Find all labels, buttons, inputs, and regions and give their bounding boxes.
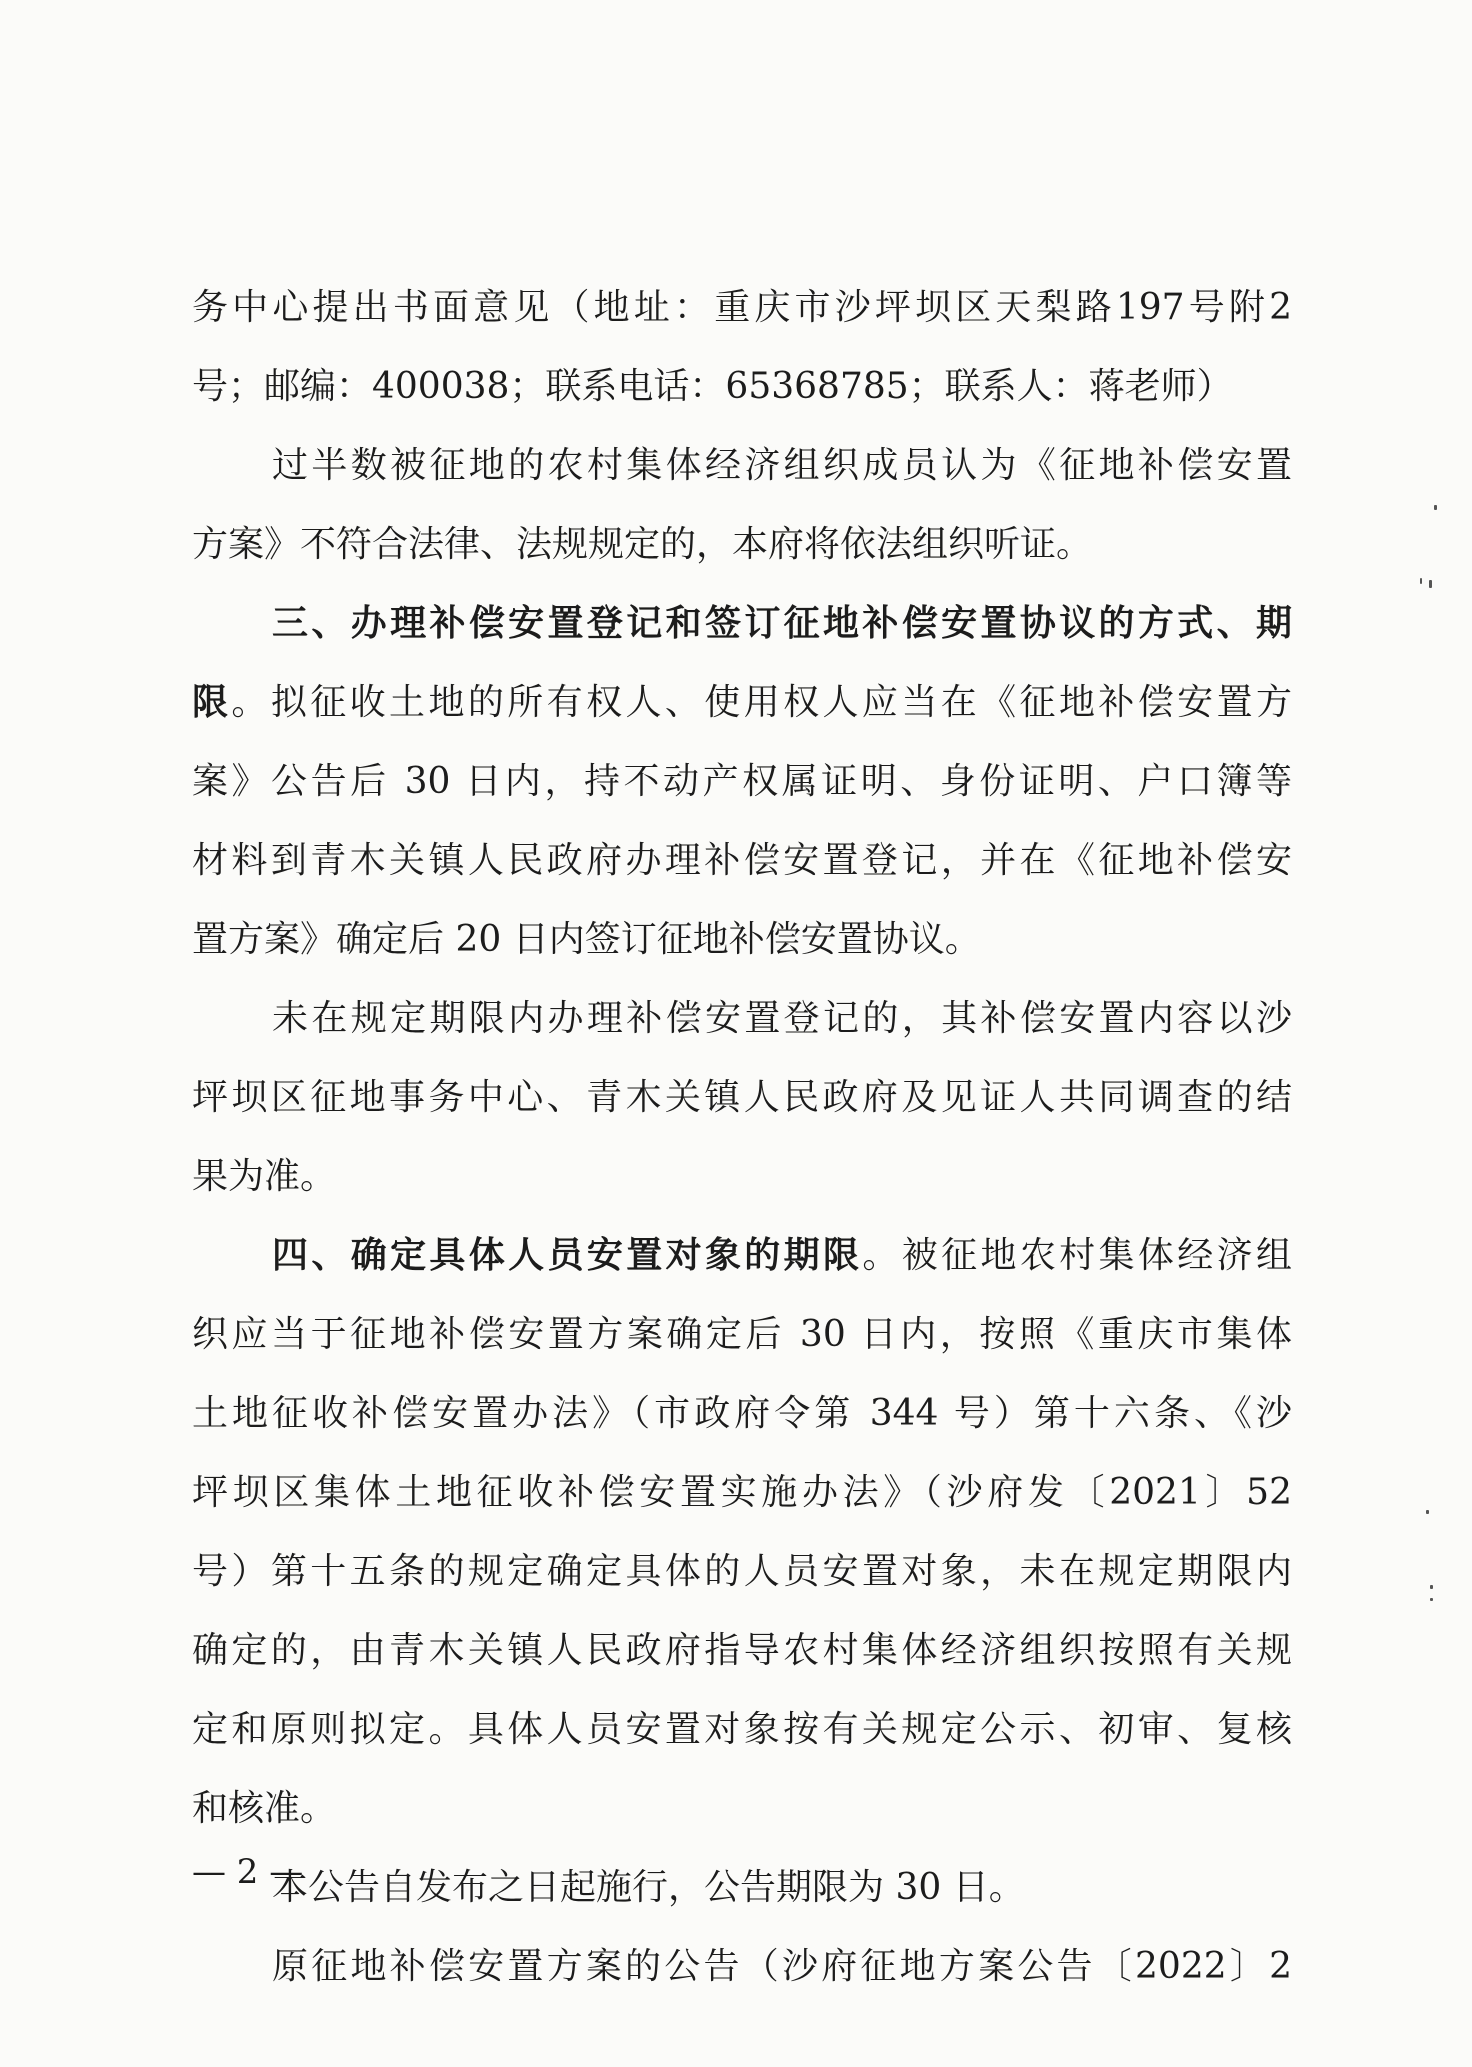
paragraph (192, 979, 1292, 1216)
text-line (192, 1453, 1292, 1532)
text-line (192, 821, 1292, 900)
text-line (192, 1769, 1292, 1848)
scan-mark (1430, 1598, 1433, 1601)
text-line (192, 1690, 1292, 1769)
body-text: 置方案》确定后 20 日内签订征地补偿安置协议。 (192, 919, 981, 960)
document-body (192, 268, 1292, 2006)
text-line (192, 1374, 1292, 1453)
text-line (192, 1058, 1292, 1137)
body-text: 坪坝区集体土地征收补偿安置实施办法》（沙府发〔2021〕52 (192, 1472, 1292, 1513)
text-line (192, 505, 1292, 584)
body-text: 和核准。 (192, 1788, 337, 1829)
text-line (192, 1927, 1292, 2006)
paragraph (192, 1927, 1292, 2006)
text-line (192, 1295, 1292, 1374)
paragraph (192, 1216, 1292, 1848)
section-heading: 四、确定具体人员安置对象的期限 (272, 1235, 863, 1276)
section-heading: 限 (192, 682, 232, 723)
body-text: 号）第十五条的规定确定具体的人员安置对象，未在规定期限内 (192, 1551, 1292, 1592)
body-text: 土地征收补偿安置办法》（市政府令第 344 号）第十六条、《沙 (192, 1393, 1292, 1434)
text-line (192, 1137, 1292, 1216)
paragraph (192, 1848, 1292, 1927)
text-line (192, 268, 1292, 347)
section-heading: 三、办理补偿安置登记和签订征地补偿安置协议的方式、期 (272, 603, 1292, 644)
scan-mark (1434, 505, 1437, 510)
paragraph (192, 584, 1292, 979)
text-line (192, 1532, 1292, 1611)
scan-mark (1420, 578, 1422, 584)
body-text: 号；邮编：400038；联系电话：65368785；联系人：蒋老师） (192, 366, 1233, 407)
body-text: 方案》不符合法律、法规规定的，本府将依法组织听证。 (192, 524, 1093, 565)
page-number: — 2 — (192, 1852, 304, 1892)
scan-mark (1430, 1585, 1433, 1589)
body-text: 过半数被征地的农村集体经济组织成员认为《征地补偿安置 (272, 445, 1292, 486)
body-text: 。被征地农村集体经济组 (862, 1235, 1292, 1276)
scan-mark (1426, 1510, 1429, 1514)
body-text: 确定的，由青木关镇人民政府指导农村集体经济组织按照有关规 (192, 1630, 1292, 1671)
body-text: 。拟征收土地的所有权人、使用权人应当在《征地补偿安置方 (231, 682, 1292, 723)
body-text: 原征地补偿安置方案的公告（沙府征地方案公告〔2022〕2 (272, 1946, 1292, 1987)
text-line (192, 426, 1292, 505)
scan-mark (1429, 580, 1432, 588)
paragraph (192, 426, 1292, 584)
text-line (192, 1216, 1292, 1295)
body-text: 未在规定期限内办理补偿安置登记的，其补偿安置内容以沙 (272, 998, 1292, 1039)
body-text: 果为准。 (192, 1156, 337, 1197)
text-line (192, 1611, 1292, 1690)
paragraph (192, 268, 1292, 426)
text-line (192, 900, 1292, 979)
body-text: 织应当于征地补偿安置方案确定后 30 日内，按照《重庆市集体 (192, 1314, 1292, 1355)
body-text: 务中心提出书面意见（地址：重庆市沙坪坝区天梨路197号附2 (192, 287, 1292, 328)
body-text: 案》公告后 30 日内，持不动产权属证明、身份证明、户口簿等 (192, 761, 1292, 802)
body-text: 定和原则拟定。具体人员安置对象按有关规定公示、初审、复核 (192, 1709, 1292, 1750)
body-text: 本公告自发布之日起施行，公告期限为 30 日。 (272, 1867, 1025, 1908)
text-line (192, 742, 1292, 821)
text-line (192, 584, 1292, 663)
text-line (192, 1848, 1292, 1927)
text-line (192, 663, 1292, 742)
body-text: 坪坝区征地事务中心、青木关镇人民政府及见证人共同调查的结 (192, 1077, 1292, 1118)
body-text: 材料到青木关镇人民政府办理补偿安置登记，并在《征地补偿安 (192, 840, 1292, 881)
text-line (192, 347, 1292, 426)
text-line (192, 979, 1292, 1058)
